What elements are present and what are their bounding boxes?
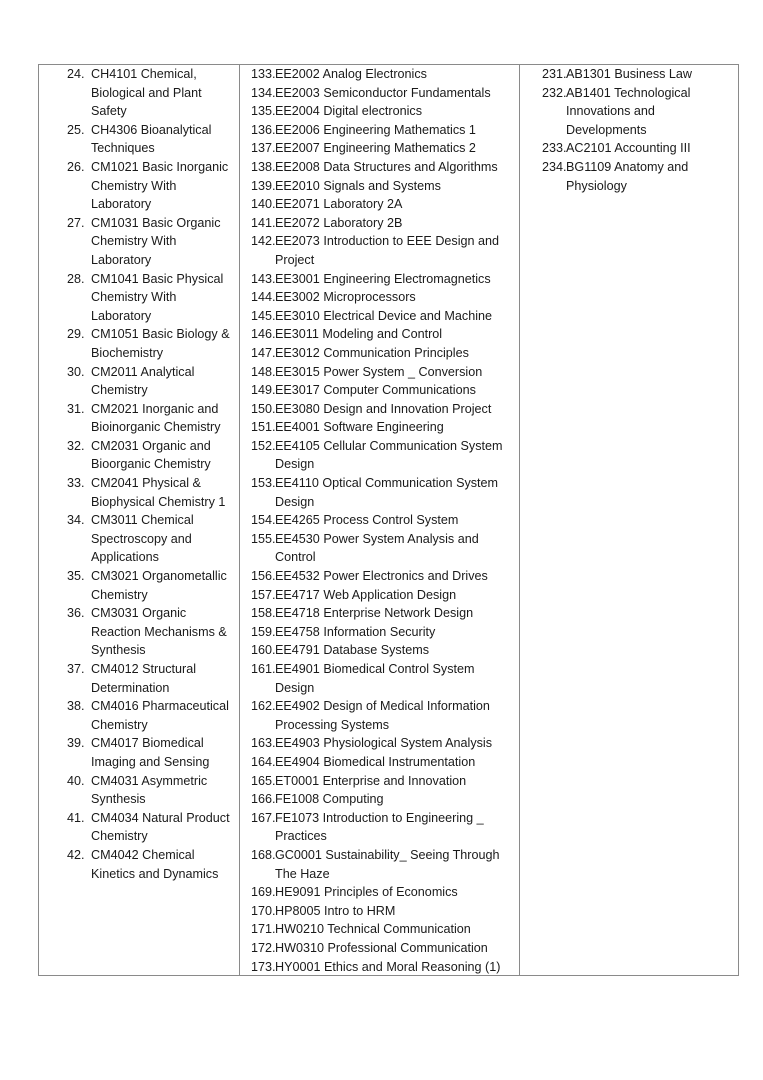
course-title: EE4718 Enterprise Network Design bbox=[275, 606, 474, 621]
list-item bbox=[240, 567, 519, 586]
item-number: 136. bbox=[251, 122, 276, 137]
course-title: HW0310 Professional Communication bbox=[275, 940, 488, 955]
item-number: 140. bbox=[251, 197, 276, 212]
item-number: 24. bbox=[67, 67, 85, 81]
item-number: 144. bbox=[251, 290, 276, 305]
list-item bbox=[240, 734, 519, 753]
course-title: EE3080 Design and Innovation Project bbox=[275, 401, 492, 416]
course-title: EE4902 Design of Medical Information Processing Systems bbox=[275, 699, 490, 732]
item-number: 233. bbox=[542, 141, 567, 156]
item-number: 133. bbox=[251, 67, 276, 81]
item-number: 157. bbox=[251, 587, 276, 602]
item-number: 154. bbox=[251, 513, 276, 528]
item-number: 162. bbox=[251, 699, 276, 714]
list-item bbox=[39, 437, 239, 474]
list-item bbox=[240, 809, 519, 846]
list-item bbox=[240, 381, 519, 400]
course-title: CM3021 Organometallic Chemistry bbox=[91, 569, 227, 602]
list-item bbox=[240, 511, 519, 530]
list-item bbox=[240, 84, 519, 103]
course-title: FE1008 Computing bbox=[275, 792, 384, 807]
column-1 bbox=[39, 65, 239, 975]
list-item bbox=[39, 604, 239, 660]
course-title: EE3010 Electrical Device and Machine bbox=[275, 308, 493, 323]
list-item bbox=[240, 772, 519, 791]
list-item bbox=[240, 660, 519, 697]
item-number: 137. bbox=[251, 141, 276, 156]
course-title: EE3002 Microprocessors bbox=[275, 290, 416, 305]
item-number: 36. bbox=[67, 606, 85, 621]
item-number: 168. bbox=[251, 847, 276, 862]
course-list bbox=[240, 65, 519, 976]
course-title: EE4105 Cellular Communication System Design bbox=[275, 438, 503, 472]
list-item bbox=[240, 232, 519, 269]
course-title: CM2041 Physical & Biophysical Chemistry 1 bbox=[91, 476, 226, 509]
course-title: EE2073 Introduction to EEE Design and Project bbox=[275, 234, 500, 267]
list-item bbox=[39, 734, 239, 771]
list-item bbox=[520, 65, 738, 84]
item-number: 33. bbox=[67, 476, 85, 491]
item-number: 161. bbox=[251, 662, 276, 676]
list-item bbox=[39, 697, 239, 734]
list-item bbox=[520, 139, 738, 158]
list-item bbox=[240, 697, 519, 734]
course-title: EE3017 Computer Communications bbox=[275, 383, 476, 398]
item-number: 138. bbox=[251, 159, 276, 174]
course-title: EE4903 Physiological System Analysis bbox=[275, 736, 493, 751]
item-number: 134. bbox=[251, 85, 276, 100]
item-number: 25. bbox=[67, 122, 85, 137]
course-title: GC0001 Sustainability_ Seeing Through The Haze bbox=[275, 847, 500, 881]
list-item bbox=[240, 195, 519, 214]
list-item bbox=[240, 418, 519, 437]
list-item bbox=[39, 400, 239, 437]
course-title: CM4012 Structural Determination bbox=[91, 662, 196, 695]
list-item bbox=[240, 177, 519, 196]
list-item bbox=[240, 883, 519, 902]
course-title: EE4758 Information Security bbox=[275, 624, 436, 639]
list-item bbox=[240, 65, 519, 84]
list-item bbox=[39, 772, 239, 809]
course-title: EE2072 Laboratory 2B bbox=[275, 215, 403, 230]
course-title: EE2004 Digital electronics bbox=[275, 104, 423, 119]
course-title: HW0210 Technical Communication bbox=[275, 922, 471, 937]
list-item bbox=[240, 753, 519, 772]
list-item bbox=[39, 567, 239, 604]
item-number: 27. bbox=[67, 215, 85, 230]
list-item bbox=[240, 902, 519, 921]
item-number: 160. bbox=[251, 643, 276, 658]
item-number: 37. bbox=[67, 662, 85, 676]
course-title: EE2008 Data Structures and Algorithms bbox=[275, 159, 498, 174]
item-number: 145. bbox=[251, 308, 276, 323]
course-title: EE4265 Process Control System bbox=[275, 513, 459, 528]
item-number: 163. bbox=[251, 736, 276, 751]
item-number: 142. bbox=[251, 234, 276, 249]
item-number: 35. bbox=[67, 569, 85, 584]
item-number: 155. bbox=[251, 531, 276, 546]
list-item bbox=[240, 958, 519, 977]
course-title: EE3011 Modeling and Control bbox=[275, 327, 443, 342]
item-number: 141. bbox=[251, 215, 276, 230]
course-title: EE2007 Engineering Mathematics 2 bbox=[275, 141, 476, 156]
course-title: EE2006 Engineering Mathematics 1 bbox=[275, 122, 476, 137]
item-number: 139. bbox=[251, 178, 276, 193]
course-title: EE2002 Analog Electronics bbox=[275, 67, 427, 81]
item-number: 169. bbox=[251, 885, 276, 900]
course-title: EE4001 Software Engineering bbox=[275, 420, 444, 435]
list-item bbox=[39, 325, 239, 362]
item-number: 173. bbox=[251, 959, 276, 974]
course-title: CM4034 Natural Product Chemistry bbox=[91, 810, 230, 844]
item-number: 172. bbox=[251, 940, 276, 955]
item-number: 143. bbox=[251, 271, 276, 286]
course-title: CM4017 Biomedical Imaging and Sensing bbox=[91, 736, 210, 769]
item-number: 159. bbox=[251, 624, 276, 639]
course-title: AB1401 Technological Innovations and Developments bbox=[566, 85, 691, 137]
course-title: BG1109 Anatomy and Physiology bbox=[566, 159, 689, 193]
list-item bbox=[39, 660, 239, 697]
list-item bbox=[240, 158, 519, 177]
course-title: EE4901 Biomedical Control System Design bbox=[275, 662, 475, 695]
item-number: 41. bbox=[67, 810, 85, 825]
list-item bbox=[240, 920, 519, 939]
list-item bbox=[240, 846, 519, 883]
course-title: CM4016 Pharmaceutical Chemistry bbox=[91, 699, 229, 732]
course-title: CM1031 Basic Organic Chemistry With Laboratory bbox=[91, 215, 221, 267]
item-number: 34. bbox=[67, 513, 85, 528]
item-number: 156. bbox=[251, 569, 276, 584]
item-number: 166. bbox=[251, 792, 276, 807]
item-number: 153. bbox=[251, 476, 276, 491]
item-number: 26. bbox=[67, 159, 85, 174]
item-number: 40. bbox=[67, 773, 85, 788]
list-item bbox=[240, 102, 519, 121]
list-item bbox=[39, 270, 239, 326]
list-item bbox=[240, 363, 519, 382]
item-number: 231. bbox=[542, 67, 567, 81]
course-title: CM4042 Chemical Kinetics and Dynamics bbox=[91, 847, 219, 881]
list-item bbox=[240, 939, 519, 958]
course-title: EE2010 Signals and Systems bbox=[275, 178, 441, 193]
course-title: CH4306 Bioanalytical Techniques bbox=[91, 122, 212, 156]
item-number: 30. bbox=[67, 364, 85, 379]
list-item bbox=[240, 270, 519, 289]
item-number: 164. bbox=[251, 754, 276, 769]
course-title: CM2011 Analytical Chemistry bbox=[91, 364, 195, 398]
item-number: 149. bbox=[251, 383, 276, 398]
item-number: 31. bbox=[67, 401, 85, 416]
list-item bbox=[240, 139, 519, 158]
course-title: ET0001 Enterprise and Innovation bbox=[275, 773, 467, 788]
list-item bbox=[240, 474, 519, 511]
list-item bbox=[39, 121, 239, 158]
course-title: EE3015 Power System _ Conversion bbox=[275, 364, 483, 379]
course-title: CM3031 Organic Reaction Mechanisms & Synthesis bbox=[91, 606, 227, 658]
course-title: EE4110 Optical Communication System Design bbox=[275, 476, 499, 509]
item-number: 135. bbox=[251, 104, 276, 119]
course-title: AB1301 Business Law bbox=[566, 67, 693, 81]
list-item bbox=[39, 214, 239, 270]
list-item bbox=[39, 65, 239, 121]
course-title: EE3012 Communication Principles bbox=[275, 345, 469, 360]
list-item bbox=[39, 809, 239, 846]
list-item bbox=[520, 158, 738, 195]
course-title: CM3011 Chemical Spectroscopy and Applications bbox=[91, 513, 194, 565]
item-number: 29. bbox=[67, 327, 85, 342]
course-title: CM2031 Organic and Bioorganic Chemistry bbox=[91, 438, 211, 472]
list-item bbox=[240, 530, 519, 567]
course-title: CM4031 Asymmetric Synthesis bbox=[91, 773, 208, 807]
column-2 bbox=[239, 65, 519, 975]
course-title: EE2071 Laboratory 2A bbox=[275, 197, 403, 212]
item-number: 232. bbox=[542, 85, 567, 100]
course-title: CM1041 Basic Physical Chemistry With Laboratory bbox=[91, 271, 224, 323]
course-title: HP8005 Intro to HRM bbox=[275, 903, 396, 918]
list-item bbox=[240, 400, 519, 419]
item-number: 32. bbox=[67, 438, 85, 453]
course-title: EE3001 Engineering Electromagnetics bbox=[275, 271, 491, 286]
list-item bbox=[520, 84, 738, 140]
course-title: EE4717 Web Application Design bbox=[275, 587, 457, 602]
item-number: 148. bbox=[251, 364, 276, 379]
list-item bbox=[39, 511, 239, 567]
course-list bbox=[520, 65, 738, 195]
course-title: AC2101 Accounting III bbox=[566, 141, 691, 156]
list-item bbox=[240, 437, 519, 474]
list-item bbox=[240, 623, 519, 642]
item-number: 170. bbox=[251, 903, 276, 918]
list-item bbox=[240, 325, 519, 344]
list-item bbox=[240, 307, 519, 326]
course-title: HE9091 Principles of Economics bbox=[275, 885, 458, 900]
list-item bbox=[240, 604, 519, 623]
course-title: EE4904 Biomedical Instrumentation bbox=[275, 754, 476, 769]
column-3 bbox=[519, 65, 738, 975]
list-item bbox=[240, 586, 519, 605]
item-number: 28. bbox=[67, 271, 85, 286]
course-title: EE2003 Semiconductor Fundamentals bbox=[275, 85, 491, 100]
item-number: 151. bbox=[251, 420, 276, 435]
list-item bbox=[240, 641, 519, 660]
list-item bbox=[240, 214, 519, 233]
list-item bbox=[240, 288, 519, 307]
list-item bbox=[240, 344, 519, 363]
course-title: CM1051 Basic Biology & Biochemistry bbox=[91, 327, 230, 360]
course-title: FE1073 Introduction to Engineering _ Practices bbox=[275, 810, 484, 844]
item-number: 146. bbox=[251, 327, 276, 342]
list-item bbox=[39, 846, 239, 883]
course-title: EE4532 Power Electronics and Drives bbox=[275, 569, 488, 584]
list-item bbox=[39, 474, 239, 511]
item-number: 42. bbox=[67, 847, 85, 862]
course-title: CM2021 Inorganic and Bioinorganic Chemistry bbox=[91, 401, 221, 435]
list-item bbox=[240, 121, 519, 140]
item-number: 147. bbox=[251, 345, 276, 360]
course-title: CM1021 Basic Inorganic Chemistry With Laboratory bbox=[91, 159, 229, 212]
item-number: 158. bbox=[251, 606, 276, 621]
item-number: 171. bbox=[251, 922, 276, 937]
course-title: EE4791 Database Systems bbox=[275, 643, 430, 658]
item-number: 38. bbox=[67, 699, 85, 714]
item-number: 150. bbox=[251, 401, 276, 416]
course-title: CH4101 Chemical, Biological and Plant Safety bbox=[91, 67, 202, 119]
list-item bbox=[39, 363, 239, 400]
course-title: HY0001 Ethics and Moral Reasoning (1) bbox=[275, 959, 501, 974]
course-list bbox=[39, 65, 239, 883]
item-number: 39. bbox=[67, 736, 85, 751]
list-item bbox=[240, 790, 519, 809]
item-number: 234. bbox=[542, 159, 567, 174]
course-title: EE4530 Power System Analysis and Control bbox=[275, 531, 479, 565]
item-number: 152. bbox=[251, 438, 276, 453]
list-item bbox=[39, 158, 239, 214]
course-list-table bbox=[38, 64, 739, 976]
item-number: 167. bbox=[251, 810, 276, 825]
item-number: 165. bbox=[251, 773, 276, 788]
